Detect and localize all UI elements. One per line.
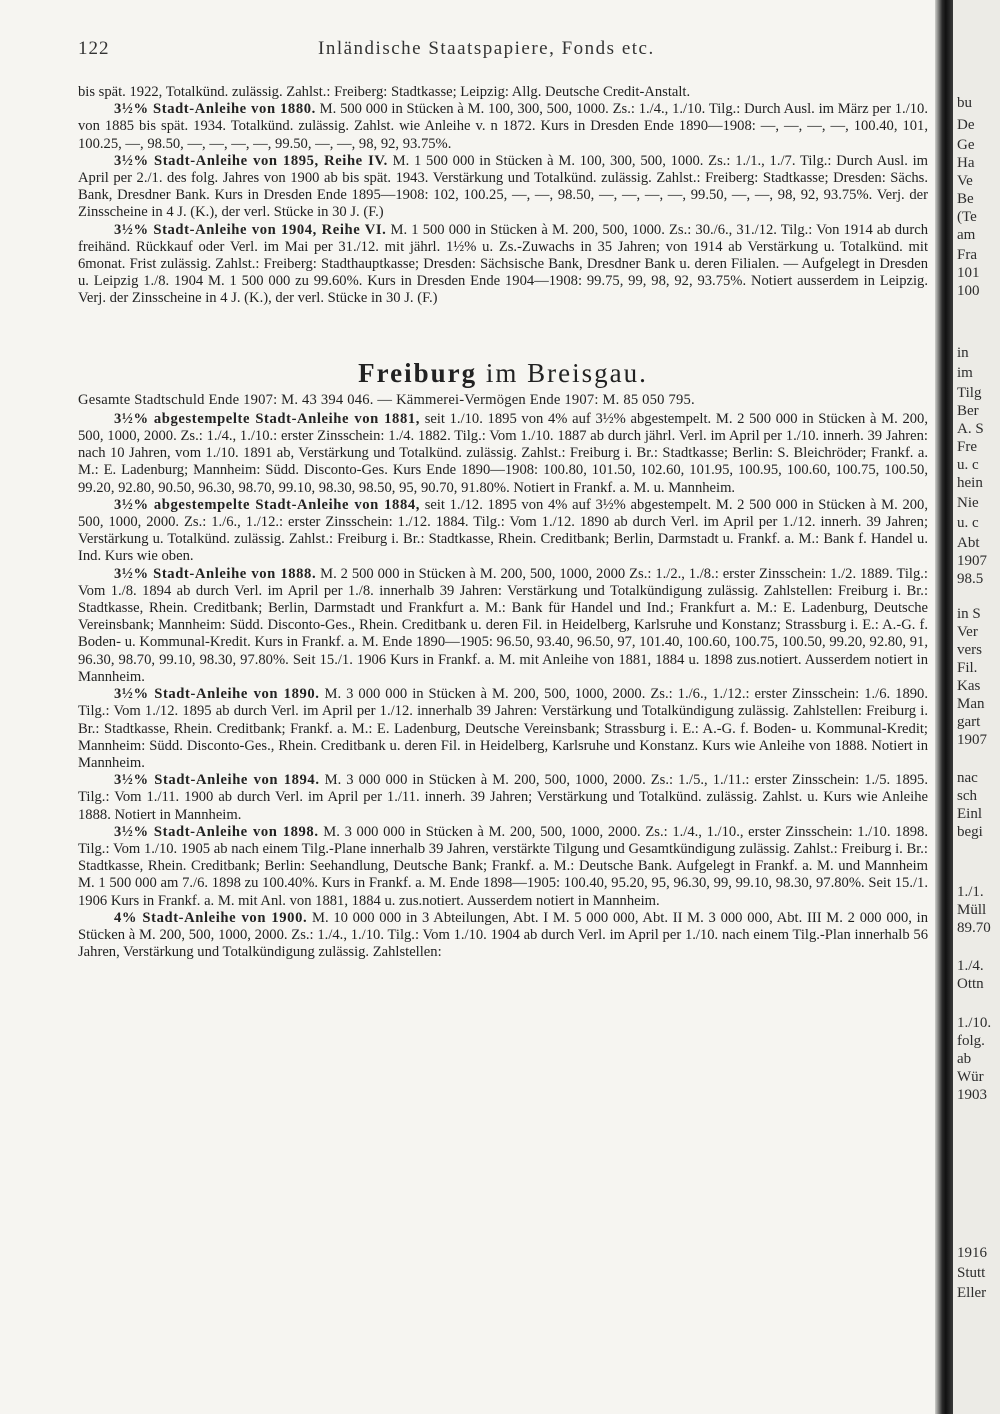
neighbor-fragment: Wür (957, 1069, 984, 1085)
bond-entry (78, 910, 928, 962)
neighbor-fragment: Stutt (957, 1265, 986, 1281)
neighbor-fragment: 1907 (957, 732, 987, 748)
neighbor-fragment: Einl (957, 806, 982, 822)
page-number: 122 (78, 38, 110, 59)
neighbor-page-edge (953, 0, 1000, 1414)
neighbor-fragment: Fil. (957, 660, 978, 676)
neighbor-fragment: 1./4. (957, 958, 984, 974)
section-suffix: im Breisgau. (485, 357, 648, 388)
bond-entry-body: M. 1 500 000 in Stücken à M. 200, 500, 1000. Zs.: 30./6., 31./12. Tilg.: Von 1914 ab durch freihänd. Rückkauf oder Verl. im Mai per 31./12. mit jährl. 1½% u. Zs.-Zuwachs in 35 Jahren; von 1914 ab Verstärkung u. Totalkünd. mit 6monat. Frist zulässig. Zahlst.: Freiberg: Stadthauptkasse; Dresden: Sächsische Bank, Dresdner Bank u. deren Filialen. — Aufgelegt in Dresden u. Leipzig 1./8. 1904 M. 1 500 000 zu 99.60%. Kurs in Dresden Ende 1904—1908: 99.75, 99, 98, 92, 93.75%. Notiert ausserdem in Leipzig. Verj. der Zinsscheine in 4 J. (K.), der verl. Stücke in 30 J. (F.) (78, 221, 928, 307)
bond-entry (78, 153, 928, 222)
neighbor-fragment: 1./10. (957, 1015, 992, 1031)
neighbor-fragment: in S (957, 606, 981, 622)
page-header (78, 38, 928, 62)
bond-entry-head: 3½% Stadt-Anleihe von 1894. (114, 772, 320, 789)
neighbor-fragment: begi (957, 824, 983, 840)
neighbor-fragment: De (957, 117, 975, 133)
neighbor-fragment: Ber (957, 403, 979, 419)
bond-entry-body: M. 10 000 000 in 3 Abteilungen, Abt. I M. 5 000 000, Abt. II M. 3 000 000, Abt. III M. 2 000 000, in Stücken à M. 200, 500, 1000, 2000. Zs.: 1./4., 1./10. Tilg.: Vom 1./10. 1904 ab durch Verl. im April per 1./10. nach einem Tilg.-Plan innerhalb 56 Jahren, Verstärkung und Totalkündigung zulässig. Zahlstellen: (78, 909, 928, 961)
bond-entry-body: seit 1./12. 1895 von 4% auf 3½% abgestempelt. M. 2 500 000 in Stücken à M. 200, 500, 1000, 2000. Zs.: 1./6., 1./12.: erster Zinsschein: 1./12. 1884. Tilg.: Vom 1./12. 1890 ab durch Verl. im April per 1./12. innerh. 39 Jahren; Verstärkung u. Totalkünd. zulässig. Zahlst.: Freiburg i. Br.: Stadtkasse, Rhein. Creditbank; Berlin, Darmstadt u. Frankf. a. M.: Bank f. Handel u. Ind. Kurs wie oben. (78, 496, 928, 565)
neighbor-fragment: Ver (957, 624, 978, 640)
book-gutter (935, 0, 953, 1414)
bond-entry-body: seit 1./10. 1895 von 4% auf 3½% abgestempelt. M. 2 500 000 in Stücken à M. 200, 500, 1000, 2000. Zs.: 1./4., 1./10.: erster Zinsschein: 1./4. 1882. Tilg.: Vom 1./10. 1887 ab durch jährl. Verl. im April per 1./10. innerh. 39 Jahren: nach 10 Jahren, vom 1./10. 1891 ab, Verstärkung und Totalkünd. zulässig. Zahlst.: Freiburg i. Br.: Stadtkasse; Berlin: S. Bleichröder; Frankf. a. M.: E. Ladenburg; Mannheim: Südd. Disconto-Ges. Kurs Ende 1890—1908: 100.80, 101.50, 102.60, 101.95, 100.95, 100.60, 100.75, 100.50, 99.20, 92.80, 90.50, 96.30, 98.70, 99.10, 98.30, 98.50, 95, 90.70, 91.80%. Notiert in Frankf. a. M. u. Mannheim. (78, 410, 928, 496)
neighbor-fragment: 1907 (957, 553, 987, 569)
bond-entry-body: M. 3 000 000 in Stücken à M. 200, 500, 1000, 2000. Zs.: 1./5., 1./11.: erster Zinsschein: 1./5. 1895. Tilg.: Vom 1./11. 1900 ab durch Verl. im April per 1./11. innerh. 39 Jahren; Verstärkung und Totalkünd. zulässig. Zahlst. u. Kurs wie Anleihe 1888. Notiert in Mannheim. (78, 772, 928, 823)
bond-entry-body: M. 3 000 000 in Stücken à M. 200, 500, 1000, 2000. Zs.: 1./6., 1./12.: erster Zinsschein: 1./6. 1890. Tilg.: Vom 1./12. 1895 ab durch Verl. im April per 1./12. innerhalb 39 Jahren: Verstärkung und Totalkündigung zulässig. Zahlstellen: Freiburg i. Br.: Stadtkasse, Rhein. Creditbank; Frankf. a. M.: E. Ladenburg, Deutsche Vereinsbank; Strassburg i. E.: A.-G. f. Boden- u. Kommunal-Kredit; Mannheim: Südd. Disconto-Ges., Rhein. Creditbank u. deren Fil. in Heidelberg, Karlsruhe und Konstanz. Kurs wie Anleihe von 1888. Notiert in Mannheim. (78, 686, 928, 771)
neighbor-fragment: Kas (957, 678, 981, 694)
bond-entry (78, 222, 928, 308)
neighbor-fragment: Fra (957, 247, 977, 263)
neighbor-fragment: 98.5 (957, 571, 984, 587)
bond-entry-head: 3½% Stadt-Anleihe von 1898. (114, 823, 319, 840)
bond-entry (78, 566, 928, 686)
bond-entry-body: M. 1 500 000 in Stücken à M. 100, 300, 500, 1000. Zs.: 1./1., 1./7. Tilg.: Durch Ausl. im April per 2./1. des folg. Jahres von 1900 ab bis spät. 1943. Verstärkung und Totalkünd. zulässig. Zahlst.: Freiberg: Stadtkasse; Dresden: Sächs. Bank, Dresdner Bank. Kurs in Dresden Ende 1895—1908: 102, 100.25, —, —, 98.50, —, —, —, —, 99.50, —, —, 98, 92, 93.75%. Verj. der Zinsscheine in 4 J. (K.), der verl. Stücke in 30 J. (F.) (78, 152, 928, 221)
neighbor-fragment: Müll (957, 902, 987, 918)
bond-entry-body: M. 3 000 000 in Stücken à M. 200, 500, 1000, 2000. Zs.: 1./4., 1./10., erster Zinsschein: 1./10. 1898. Tilg.: Vom 1./10. 1905 ab nach einem Tilg.-Plane innerhalb 39 Jahren, verstärkte Tilgung und Gesamtkündigung zulässig. Zahlst.: Freiburg i. Br.: Stadtkasse, Rhein. Creditbank; Berlin: Seehandlung, Deutsche Bank; Frankf. a. M.: Deutsche Bank. Aufgelegt in Frankf. a. M. und Mannheim M. 1 500 000 am 7./6. 1898 zu 100.40%. Kurs in Frankf. a. M. Ende 1898—1905: 100.40, 95.20, 95, 96.30, 99, 99.10, 98.30, 97.80%. Seit 15./1. 1906 Kurs in Frankf. a. M. mit Anl. von 1881, 1884 u. zus.notiert. Ausserdem notiert in Mannheim. (78, 823, 928, 909)
bond-entry-head: 3½% Stadt-Anleihe von 1888. (114, 565, 317, 582)
section-title (78, 358, 928, 388)
entries-main (78, 411, 928, 962)
bond-entry (78, 772, 928, 824)
bond-entry-head: 3½% Stadt-Anleihe von 1904, Reihe VI. (114, 221, 387, 238)
bond-entry-body: M. 500 000 in Stücken à M. 100, 300, 500, 1000. Zs.: 1./4., 1./10. Tilg.: Durch Ausl. im März per 1./10. von 1885 bis spät. 1934. Totalkünd. zulässig. Zahlst. wie Anleihe v. n 1872. Kurs in Dresden Ende 1890—1908: —, —, —, —, 100.40, 101, 100.25, —, 98.50, —, —, —, —, 99.50, —, —, 98, 92, 93.75%. (78, 101, 928, 152)
entries-top (78, 101, 928, 307)
bond-entry-head: 3½% Stadt-Anleihe von 1890. (114, 686, 320, 703)
neighbor-fragment: Ge (957, 137, 975, 153)
neighbor-fragment: Be (957, 191, 974, 207)
neighbor-fragment: 101 (957, 265, 980, 281)
bond-entry (78, 824, 928, 910)
section-summary: Gesamte Stadtschuld Ende 1907: M. 43 394 046. — Kämmerei-Vermögen Ende 1907: M. 85 050 795. (78, 391, 695, 408)
neighbor-fragment: 100 (957, 283, 980, 299)
bond-entry-head: 3½% Stadt-Anleihe von 1880. (114, 101, 316, 118)
neighbor-fragment: ab (957, 1051, 972, 1067)
neighbor-fragment: Ve (957, 173, 973, 189)
neighbor-fragment: 1903 (957, 1087, 987, 1103)
neighbor-fragment: Ha (957, 155, 975, 171)
neighbor-fragment: u. c (957, 457, 979, 473)
bond-entry (78, 411, 928, 497)
neighbor-fragment: hein (957, 475, 983, 491)
neighbor-fragment: 89.70 (957, 920, 991, 936)
neighbor-fragment: (Te (957, 209, 977, 225)
neighbor-fragment: u. c (957, 515, 979, 531)
bond-entry (78, 497, 928, 566)
bond-entry (78, 686, 928, 772)
neighbor-fragment: in (957, 345, 969, 361)
neighbor-fragment: im (957, 365, 973, 381)
neighbor-fragment: A. S (957, 421, 984, 437)
neighbor-fragment: sch (957, 788, 977, 804)
bond-entry-head: 3½% Stadt-Anleihe von 1895, Reihe IV. (114, 152, 388, 169)
neighbor-fragment: Man (957, 696, 985, 712)
page-body (78, 84, 928, 961)
neighbor-fragment: Tilg (957, 385, 982, 401)
neighbor-fragment: Fre (957, 439, 977, 455)
neighbor-fragment: Eller (957, 1285, 987, 1301)
neighbor-fragment: gart (957, 714, 981, 730)
section-city: Freiburg (358, 357, 478, 388)
bond-entry (78, 101, 928, 153)
neighbor-fragment: Ottn (957, 976, 984, 992)
neighbor-fragment: bu (957, 95, 972, 111)
continuation-paragraph: bis spät. 1922, Totalkünd. zulässig. Zahlst.: Freiberg: Stadtkasse; Leipzig: Allg. Deutsche Credit-Anstalt. (78, 84, 691, 100)
running-title: Inländische Staatspapiere, Fonds etc. (318, 38, 655, 59)
neighbor-fragment: folg. (957, 1033, 985, 1049)
bond-entry-head: 3½% abgestempelte Stadt-Anleihe von 1884, (114, 496, 420, 513)
bond-entry-head: 3½% abgestempelte Stadt-Anleihe von 1881, (114, 410, 420, 427)
neighbor-fragment: Abt (957, 535, 980, 551)
neighbor-fragment: am (957, 227, 976, 243)
neighbor-fragment: vers (957, 642, 982, 658)
neighbor-fragment: 1./1. (957, 884, 984, 900)
neighbor-fragment: nac (957, 770, 978, 786)
bond-entry-head: 4% Stadt-Anleihe von 1900. (114, 909, 308, 926)
neighbor-fragment: 1916 (957, 1245, 987, 1261)
bond-entry-body: M. 2 500 000 in Stücken à M. 200, 500, 1000, 2000 Zs.: 1./2., 1./8.: erster Zinsschein: 1./2. 1889. Tilg.: Vom 1./8. 1894 ab durch Verl. im April per 1./8. innerhalb 39 Jahren: Verstärkung und Totalkündigung zulässig. Zahlstellen: Freiburg i. Br.: Stadtkasse, Rhein. Creditbank; Berlin, Darmstadt und Frankfurt a. M.: Bank für Handel und Ind.; Frankfurt a. M.: E. Ladenburg, Deutsche Vereinsbank; Mannheim: Südd. Disconto-Ges., Rhein. Creditbank u. deren Fil. in Heidelberg, Karlsruhe und Konstanz; Strassburg i. E.: A.-G. f. Boden- u. Kommunal-Kredit. Kurs in Frankf. a. M. Ende 1890—1905: 96.50, 93.40, 96.50, 97, 101.40, 100.60, 100.75, 100.50, 99.20, 92.80, 91, 96.30, 98.70, 99.10, 98.30, 97.80%. Seit 15./1. 1906 Kurs in Frankf. a. M. mit Anleihe von 1881, 1884 u. 1898 zus.notiert. Ausserdem notiert in Mannheim. (78, 565, 928, 685)
neighbor-fragment: Nie (957, 495, 979, 511)
